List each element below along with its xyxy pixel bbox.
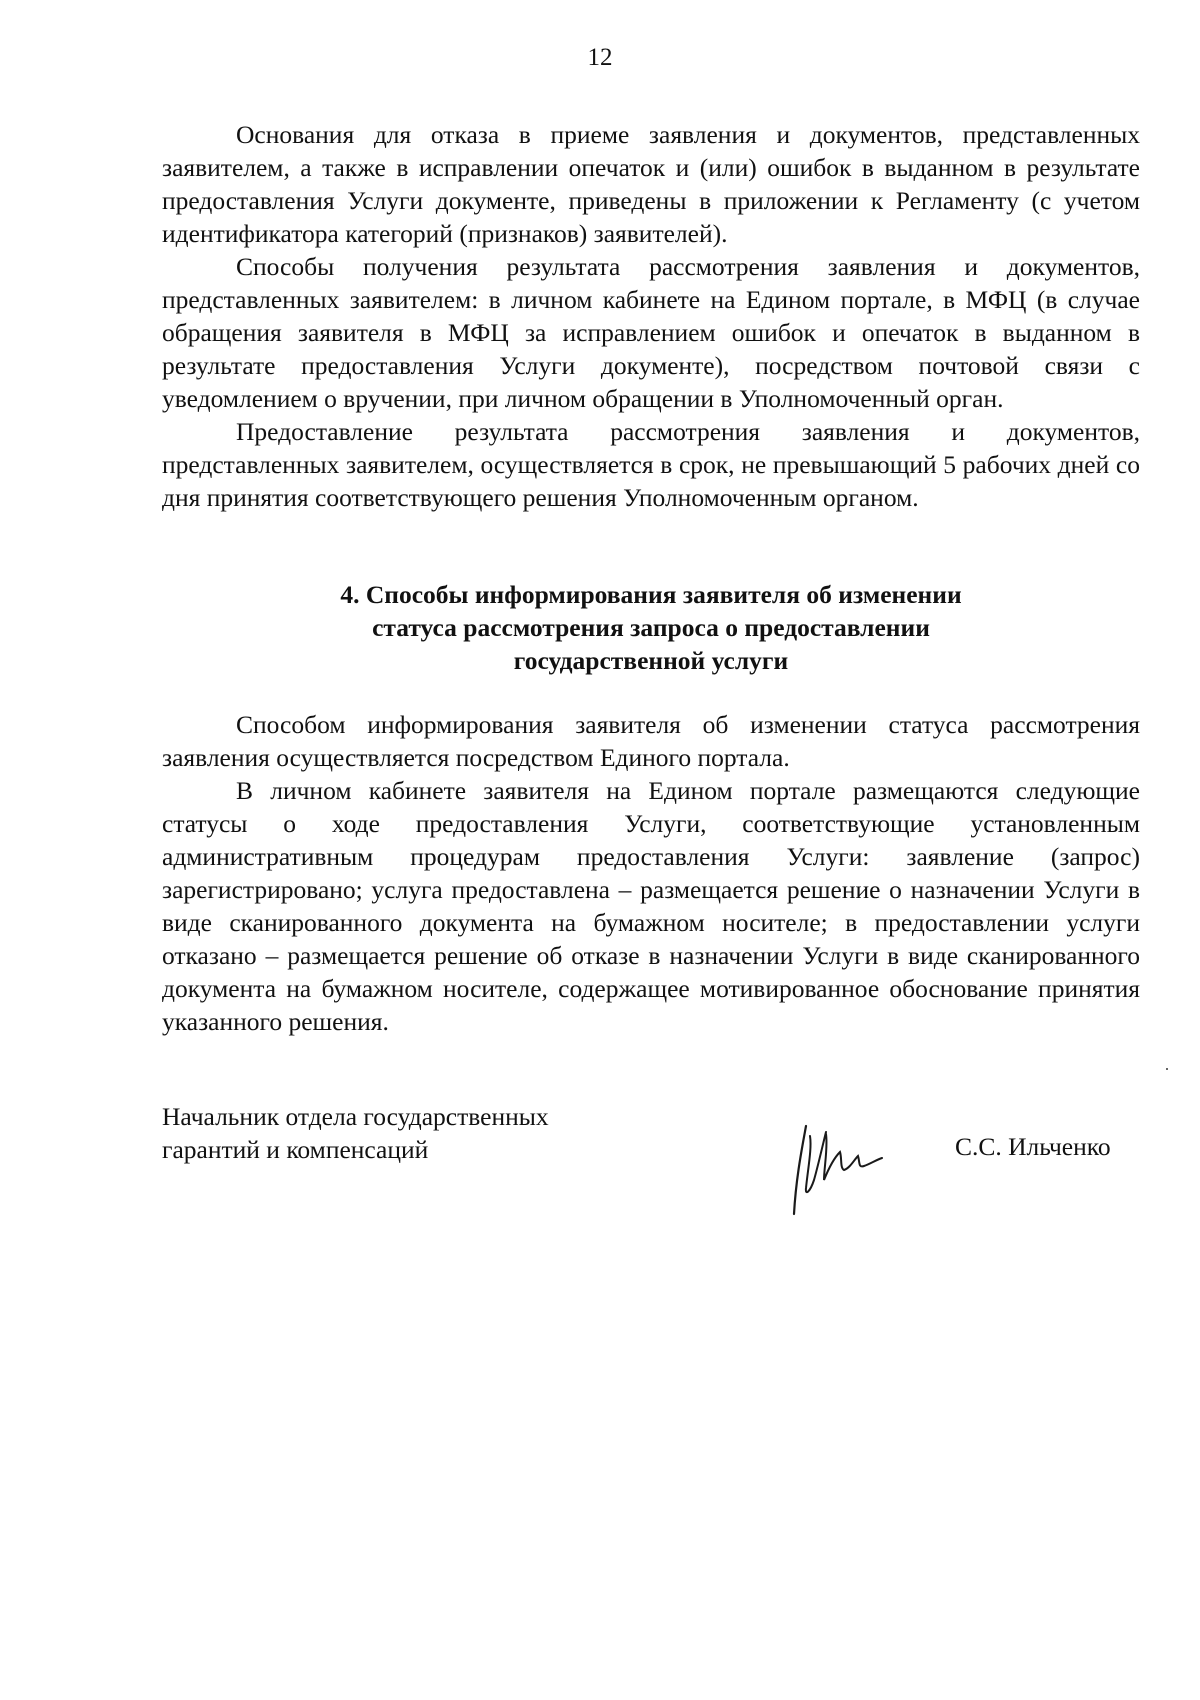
- section-heading: [162, 578, 1140, 677]
- paragraph-refusal-grounds: Основания для отказа в приеме заявления и документов, представленных заявителем, а также в исправлении опечаток и (или) ошибок в выданном в результате предоставления Услуги документе, приведены в приложении к Регламенту (с учетом идентификатора категорий (признаков) заявителей).: [162, 120, 1140, 248]
- signatory-position-line: гарантий и компенсаций: [162, 1135, 429, 1164]
- signatory-position-line: Начальник отдела государственных: [162, 1102, 549, 1131]
- paragraph-informing-method: Способом информирования заявителя об изменении статуса рассмотрения заявления осуществляется посредством Единого портала.: [162, 710, 1140, 772]
- paragraph-result-term: Предоставление результата рассмотрения заявления и документов, представленных заявителем, осуществляется в срок, не превышающий 5 рабочих дней со дня принятия соответствующего решения Уполномоченным органом.: [162, 417, 1140, 512]
- paragraph-status-list: В личном кабинете заявителя на Едином портале размещаются следующие статусы о ходе предоставления Услуги, соответствующие установленным административным процедурам предоставления Услуги: заявление (запрос) зарегистрировано; услуга предоставлена – размещается решение о назначении Услуги в виде сканированного документа на бумажном носителе; в предоставлении услуги отказано – размещается решение об отказе в назначении Услуги в виде сканированного документа на бумажном носителе, содержащее мотивированное обоснование принятия указанного решения.: [162, 776, 1140, 1036]
- signatory-name: С.С. Ильченко: [955, 1132, 1111, 1161]
- scan-speck: [1166, 1068, 1168, 1070]
- section-heading-line: статуса рассмотрения запроса о предоставлении: [372, 613, 930, 642]
- section-heading-line: 4. Способы информирования заявителя об изменении: [340, 580, 962, 609]
- handwritten-signature: [788, 1118, 898, 1218]
- signatory-position: [162, 1100, 549, 1166]
- body-text-top: [162, 118, 1140, 514]
- page-number: 12: [587, 44, 613, 71]
- section-heading-line: государственной услуги: [513, 646, 789, 675]
- paragraph-result-methods: Способы получения результата рассмотрения заявления и документов, представленных заявителем: в личном кабинете на Едином портале, в МФЦ (в случае обращения заявителя в МФЦ за исправлением ошибок и опечаток в выданном в результате предоставления Услуги документе), посредством почтовой связи с уведомлением о вручении, при личном обращении в Уполномоченный орган.: [162, 252, 1140, 413]
- body-text-bottom: [162, 708, 1140, 1038]
